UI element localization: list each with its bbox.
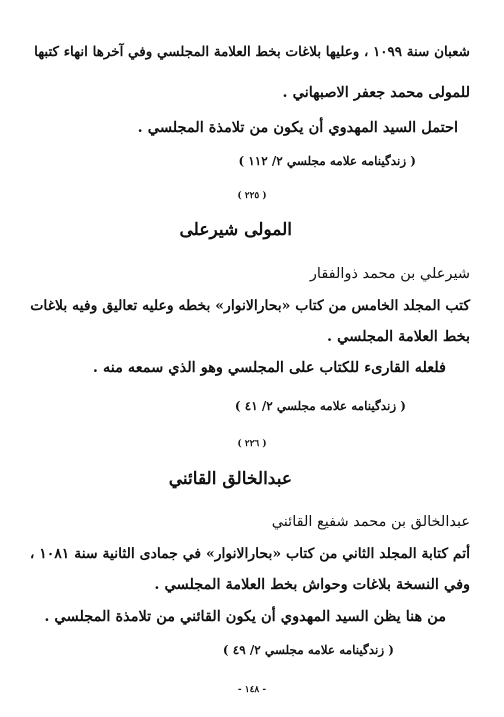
entry-224-line-3: احتمل السيد المهدوي أن يكون من تلامذة المجلسي . — [137, 119, 458, 136]
page-number: - ١٤٨ - — [237, 685, 267, 695]
entry-224-line-1: شعبان سنة ١٠٩٩ ، وعليها بلاغات بخط العلامة المجلسي وفي آخرها انهاء كتبها — [34, 44, 470, 60]
entry-226-line-3: من هنا يظن السيد المهدوي أن يكون القائني من تلامذة المجلسي . — [44, 608, 446, 625]
entry-225-line-3: فلعله القارىء للكتاب على المجلسي وهو الذي سمعه منه . — [92, 359, 446, 376]
entry-224-line-2: للمولى محمد جعفر الاصبهاني . — [282, 84, 470, 101]
entry-226-number: ( ٢٢٦ ) — [237, 439, 267, 449]
entry-225-number: ( ٢٢٥ ) — [237, 191, 267, 201]
entry-226-name: عبدالخالق بن محمد شفيع القائني — [271, 514, 470, 530]
entry-225-line-1: كتب المجلد الخامس من كتاب «بحارالانوار» بخطه وعليه تعاليق وفيه بلاغات — [30, 298, 470, 314]
entry-224-reference: ( زندگينامه علامه مجلسي ٢/ ١١٢ ) — [238, 154, 416, 168]
entry-226-line-2: وفي النسخة بلاغات وحواش بخط العلامة المجلسي . — [154, 576, 470, 593]
entry-225-reference: ( زندگينامه علامه مجلسي ٢/ ٤١ ) — [234, 399, 406, 413]
entry-225-line-2: بخط العلامة المجلسي . — [327, 328, 470, 345]
entry-226-title: عبدالخالق القائني — [168, 469, 292, 489]
entry-225-name: شيرعلي بن محمد ذوالفقار — [309, 266, 470, 282]
entry-226-reference: ( زندگينامه علامه مجلسي ٢/ ٤٩ ) — [222, 643, 394, 657]
entry-225-title: المولى شيرعلى — [179, 220, 292, 240]
entry-226-line-1: أتم كتابة المجلد الثاني من كتاب «بحارالانوار» في جمادى الثانية سنة ١٠٨١ ، — [29, 546, 470, 562]
